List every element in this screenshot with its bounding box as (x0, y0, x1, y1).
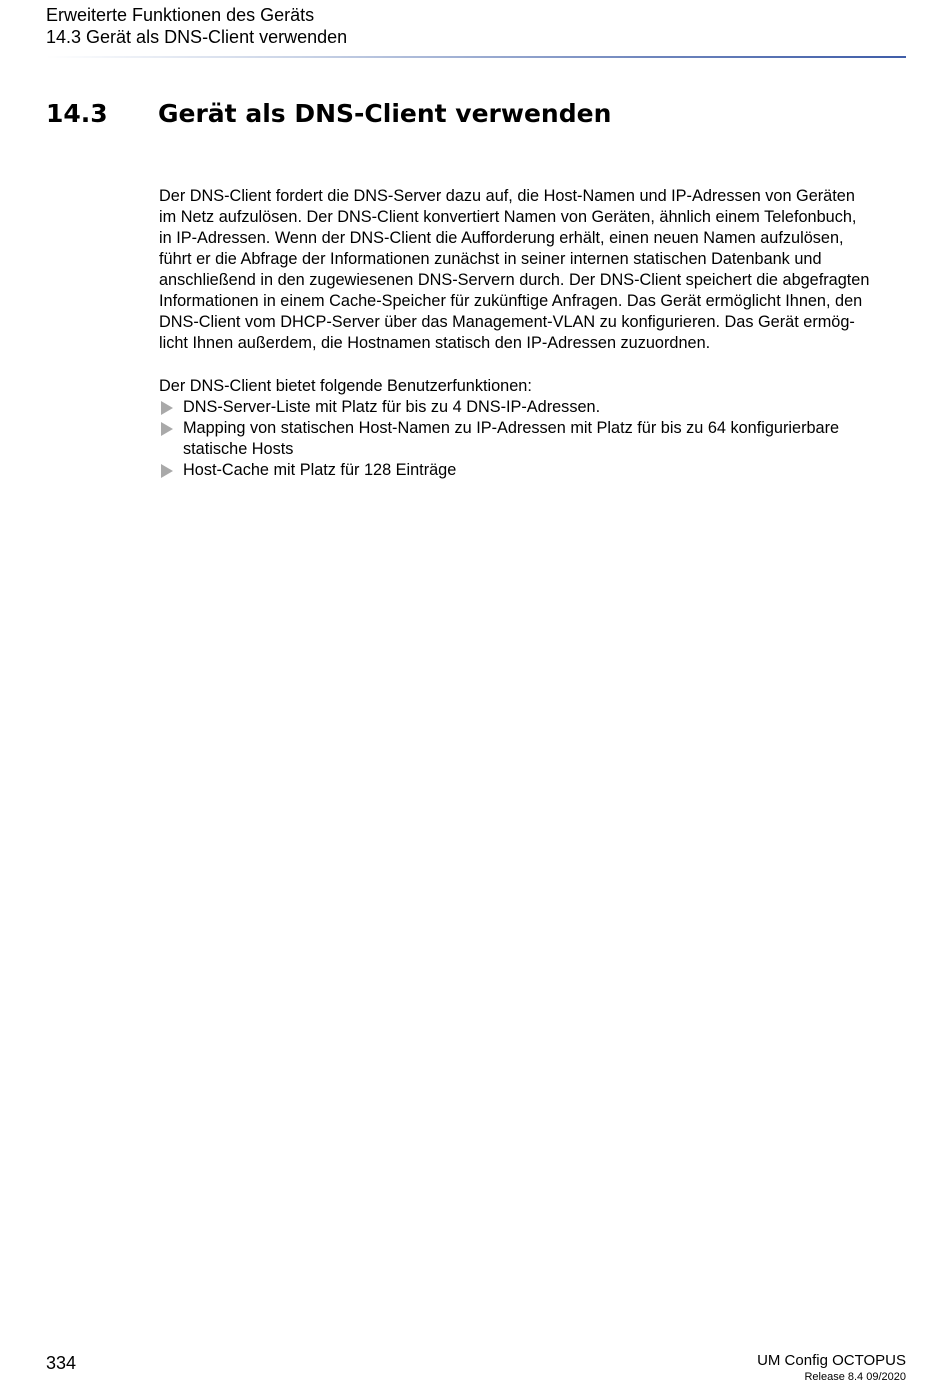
running-header-chapter: Erweiterte Funktionen des Geräts (46, 5, 315, 25)
running-header (46, 4, 347, 48)
triangle-right-icon (161, 464, 173, 478)
section-number: 14.3 (46, 99, 108, 128)
list-item-text: Host-Cache mit Platz für 128 Einträge (183, 461, 457, 479)
triangle-right-icon (161, 422, 173, 436)
paragraph-line: licht Ihnen außerdem, die Hostnamen statisch den IP-Adressen zuzuordnen. (159, 334, 711, 352)
running-header-section: 14.3 Gerät als DNS-Client verwenden (46, 27, 348, 47)
paragraph-line: Informationen in einem Cache-Speicher für zukünftige Anfragen. Das Gerät ermöglicht Ihnen, den (159, 292, 863, 310)
list-intro: Der DNS-Client bietet folgende Benutzerfunktionen: (159, 377, 532, 395)
paragraph-line: führt er die Abfrage der Informationen zunächst in seiner internen statischen Datenbank und (159, 250, 822, 268)
list-item-text: DNS-Server-Liste mit Platz für bis zu 4 DNS-IP-Adressen. (183, 398, 601, 416)
release-info: Release 8.4 09/2020 (804, 1371, 906, 1383)
header-rule (46, 56, 906, 58)
body-content (159, 186, 909, 481)
body-paragraph (159, 186, 909, 354)
paragraph-line: in IP-Adressen. Wenn der DNS-Client die Aufforderung erhält, einen neuen Namen aufzulösen, (159, 229, 844, 247)
list-item (159, 460, 909, 481)
page-number: 334 (46, 1353, 77, 1373)
list-item-text: Mapping von statischen Host-Namen zu IP-Adressen mit Platz für bis zu 64 konfigurierbare (183, 419, 840, 437)
paragraph-line: im Netz aufzulösen. Der DNS-Client konvertiert Namen von Geräten, ähnlich einem Telefonbuch, (159, 208, 857, 226)
section-heading (46, 98, 611, 130)
list-item (159, 418, 909, 460)
section-title: Gerät als DNS-Client verwenden (158, 99, 612, 128)
list-item (159, 397, 909, 418)
list-item-text-continued: statische Hosts (183, 440, 294, 458)
triangle-right-icon (161, 401, 173, 415)
feature-list (159, 397, 909, 481)
paragraph-line: DNS-Client vom DHCP-Server über das Management-VLAN zu konfigurieren. Das Gerät ermög- (159, 313, 855, 331)
document-name: UM Config OCTOPUS (757, 1352, 906, 1369)
paragraph-line: anschließend in den zugewiesenen DNS-Servern durch. Der DNS-Client speichert die abgefragten (159, 271, 870, 289)
paragraph-line: Der DNS-Client fordert die DNS-Server dazu auf, die Host-Namen und IP-Adressen von Geräten (159, 187, 855, 205)
